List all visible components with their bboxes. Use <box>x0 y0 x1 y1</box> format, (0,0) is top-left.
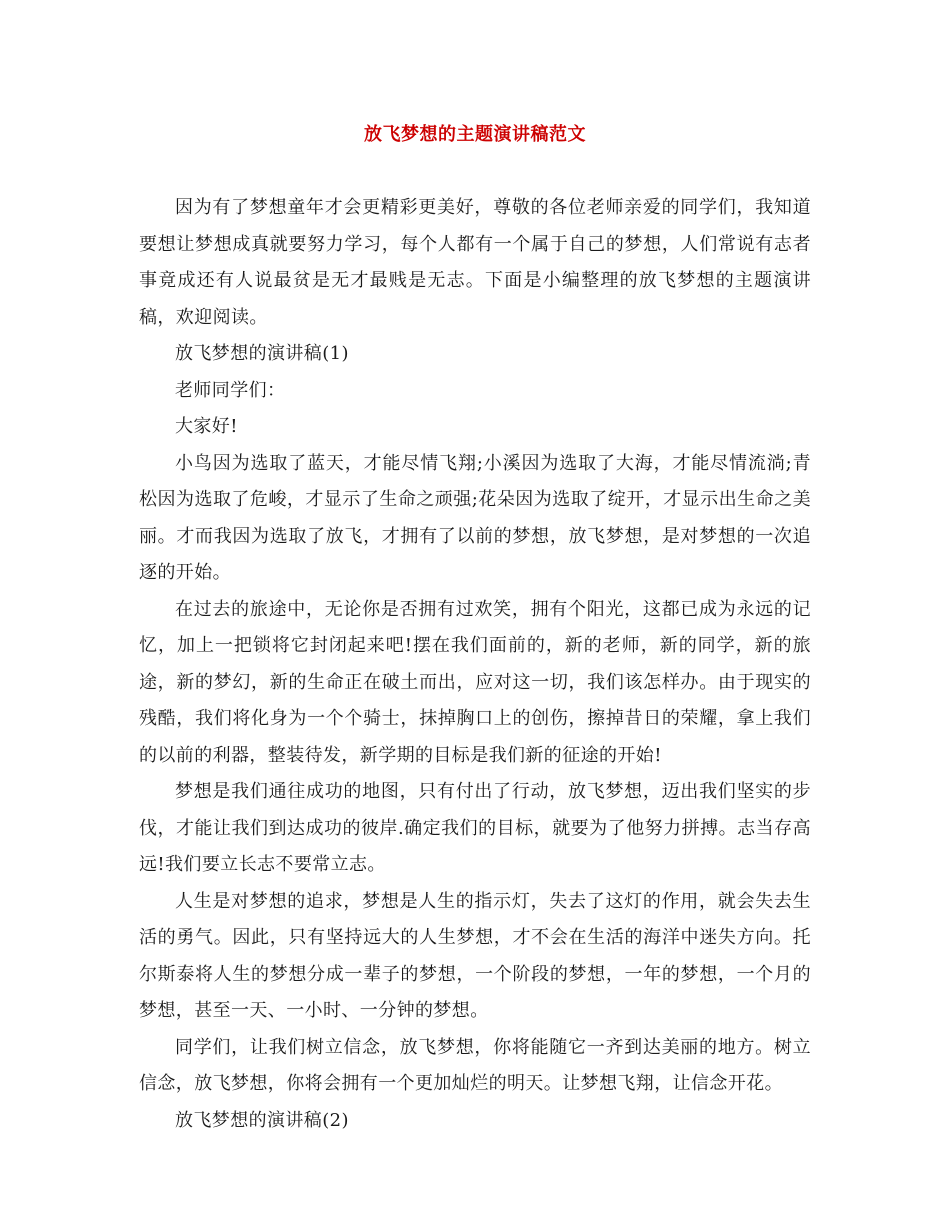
document-title: 放飞梦想的主题演讲稿范文 <box>364 124 586 145</box>
paragraph-intro: 因为有了梦想童年才会更精彩更美好，尊敬的各位老师亲爱的同学们，我知道要想让梦想成真就要努力学习，每个人都有一个属于自己的梦想，人们常说有志者事竟成还有人说最贫是无才最贱是无志。下面是小编整理的放飞梦想的主题演讲稿，欢迎阅读。 <box>139 197 811 328</box>
section-heading-1: 放飞梦想的演讲稿(1) <box>175 343 349 364</box>
paragraph: 人生是对梦想的追求，梦想是人生的指示灯，失去了这灯的作用，就会失去生活的勇气。因此，只有坚持远大的人生梦想，才不会在生活的海洋中迷失方向。托尔斯泰将人生的梦想分成一辈子的梦想，一个阶段的梦想，一年的梦想，一个月的梦想，甚至一天、一小时、一分钟的梦想。 <box>139 890 811 1021</box>
paragraph: 梦想是我们通往成功的地图，只有付出了行动，放飞梦想，迈出我们坚实的步伐，才能让我们到达成功的彼岸.确定我们的目标，就要为了他努力拼搏。志当存高远!我们要立长志不要常立志。 <box>139 781 811 875</box>
document-body <box>139 190 811 1139</box>
paragraph: 在过去的旅途中，无论你是否拥有过欢笑，拥有个阳光，这都已成为永远的记忆，加上一把锁将它封闭起来吧!摆在我们面前的，新的老师，新的同学，新的旅途，新的梦幻，新的生命正在破土而出，应对这一切，我们该怎样办。由于现实的残酷，我们将化身为一个个骑士，抹掉胸口上的创伤，擦掉昔日的荣耀，拿上我们的以前的利器，整装待发，新学期的目标是我们新的征途的开始! <box>139 598 811 766</box>
salutation: 老师同学们： <box>175 379 286 401</box>
paragraph: 同学们，让我们树立信念，放飞梦想，你将能随它一齐到达美丽的地方。树立信念，放飞梦想，你将会拥有一个更加灿烂的明天。让梦想飞翔，让信念开花。 <box>139 1036 811 1094</box>
paragraph: 小鸟因为选取了蓝天，才能尽情飞翔;小溪因为选取了大海，才能尽情流淌;青松因为选取了危峻，才显示了生命之顽强;花朵因为选取了绽开，才显示出生命之美丽。才而我因为选取了放飞，才拥有了以前的梦想，放飞梦想，是对梦想的一次追逐的开始。 <box>139 452 811 583</box>
greeting: 大家好! <box>175 416 238 437</box>
section-heading-2: 放飞梦想的演讲稿(2) <box>175 1109 349 1131</box>
